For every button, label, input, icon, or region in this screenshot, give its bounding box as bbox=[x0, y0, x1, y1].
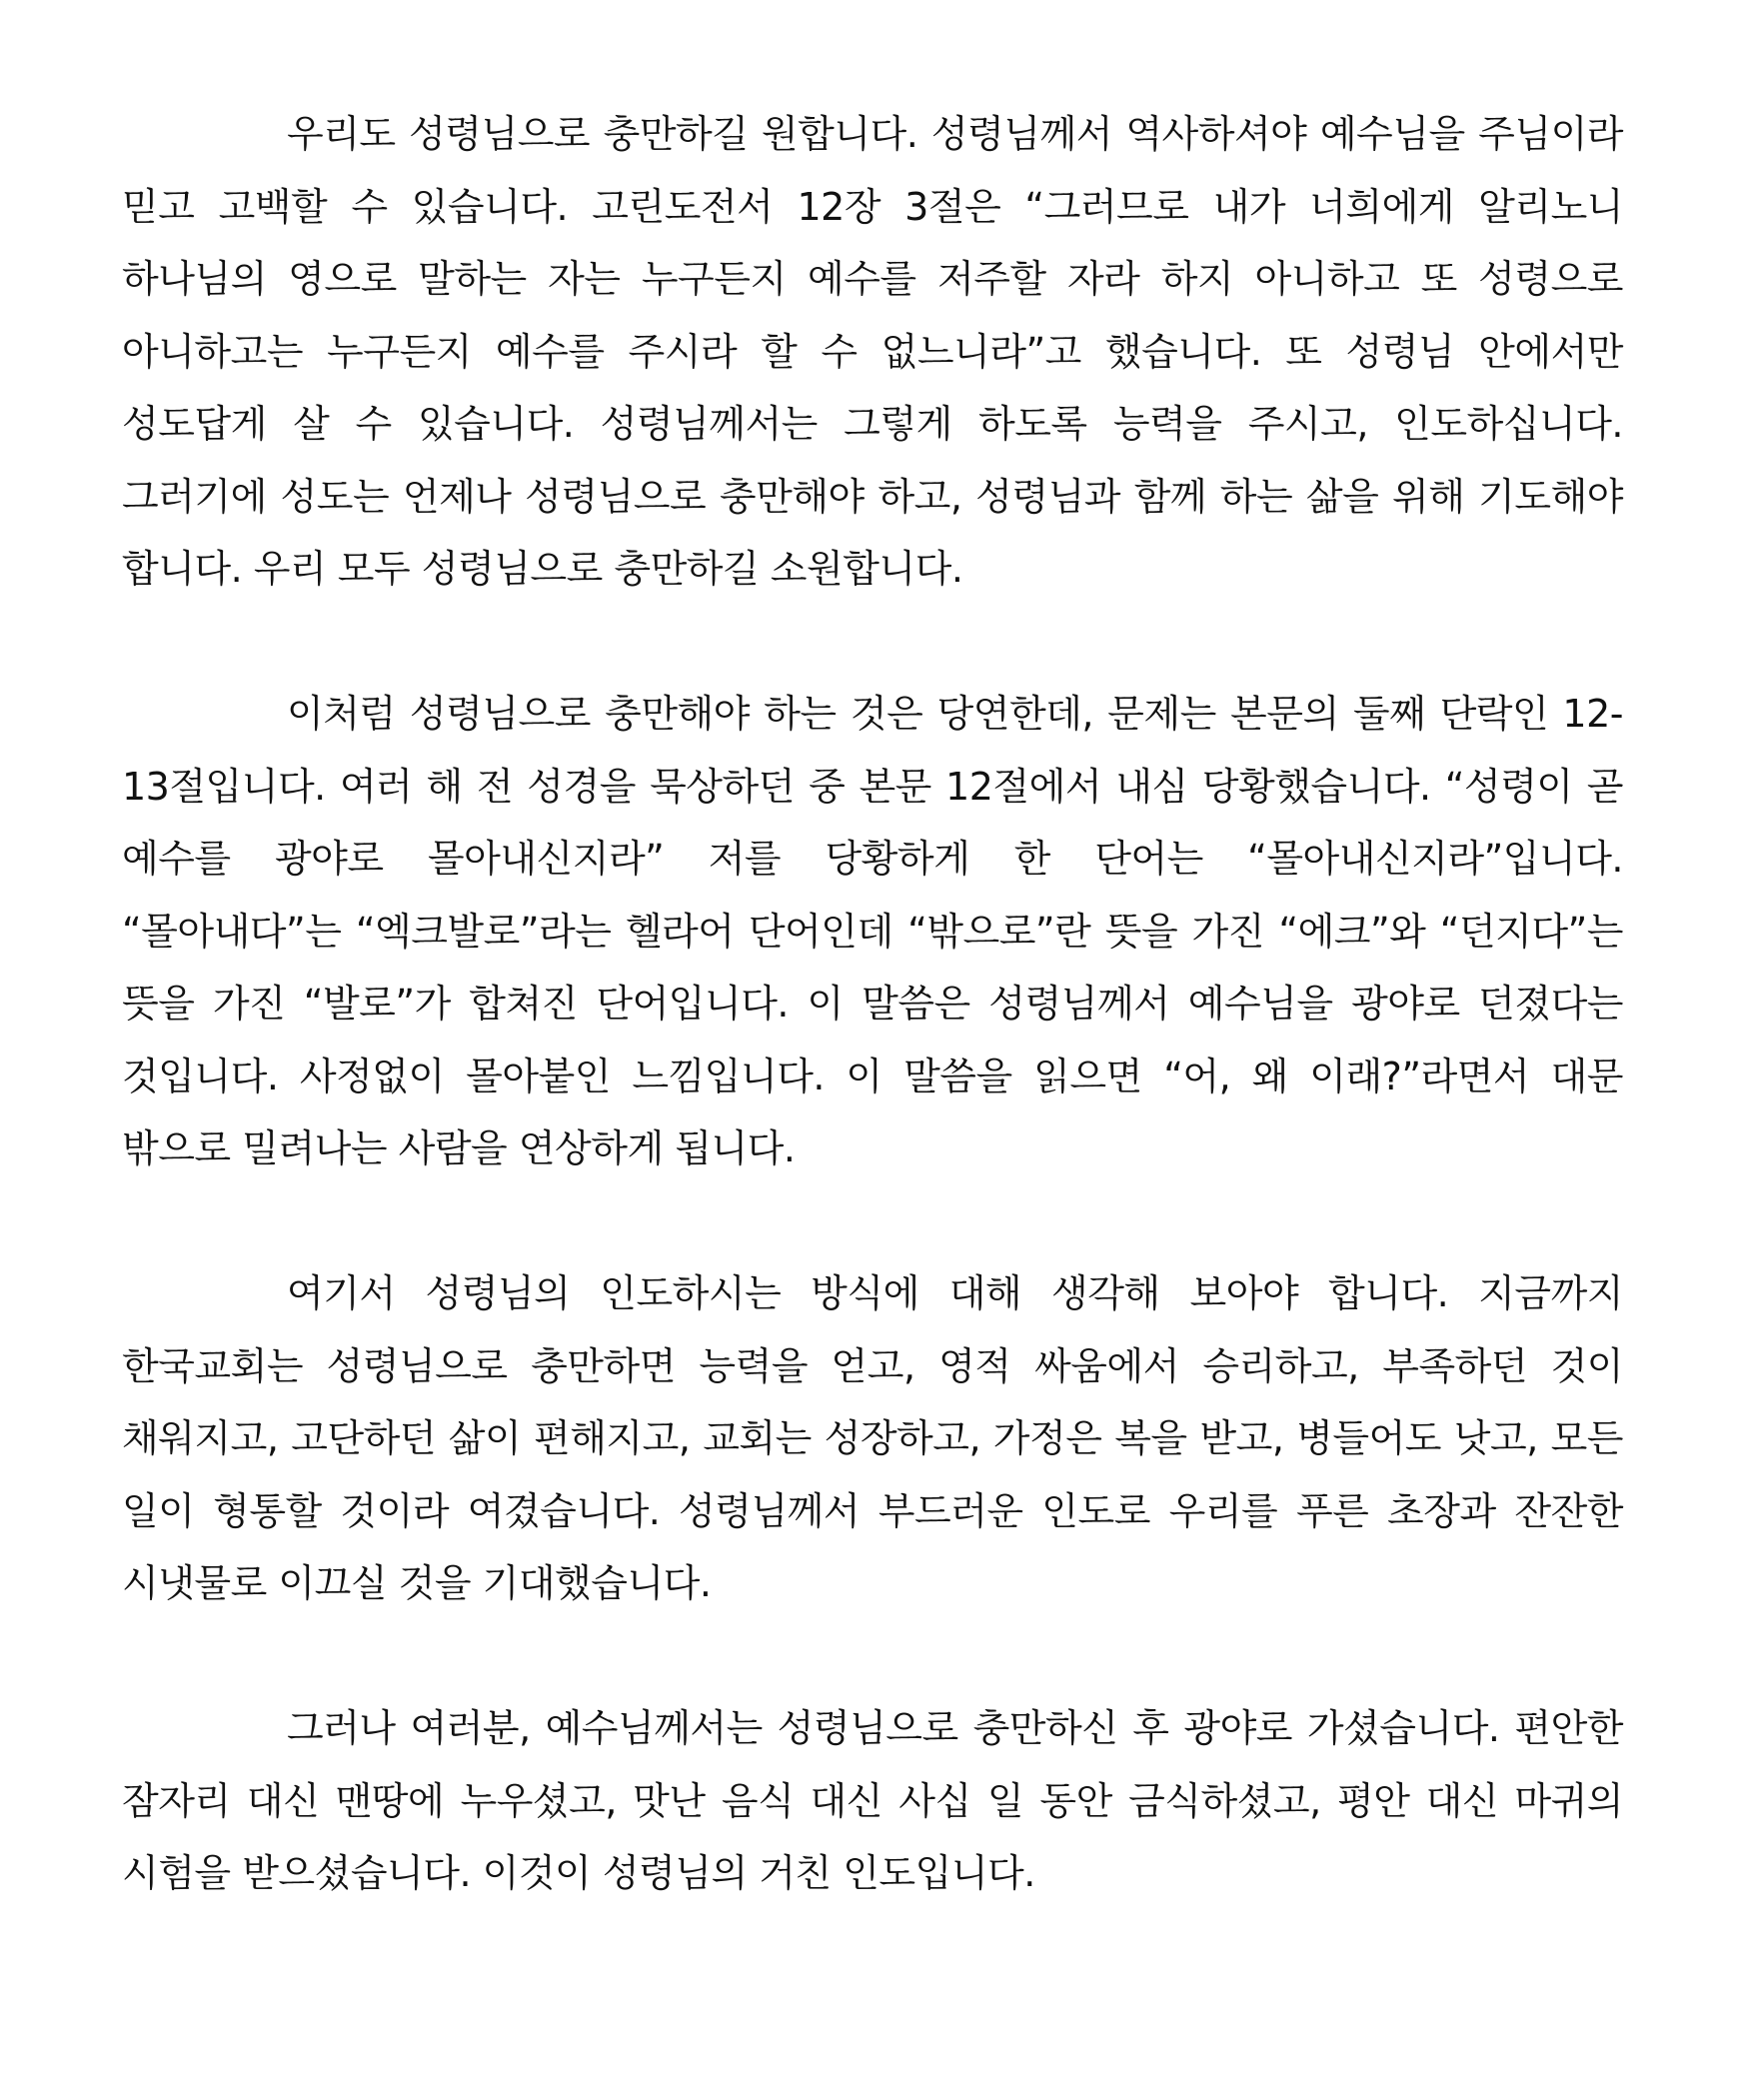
paragraph-3: 여기서 성령님의 인도하시는 방식에 대해 생각해 보아야 합니다. 지금까지 한국교회는 성령님으로 충만하면 능력을 얻고, 영적 싸움에서 승리하고, 부족하던 것이 채워지고, 고단하던 삶이 편해지고, 교회는 성장하고, 가정은 복을 받고, 병들어도 낫고, 모든 일이 형통할 것이라 여겼습니다. 성령님께서 부드러운 인도로 우리를 푸른 초장과 잔잔한 시냇물로 이끄실 것을 기대했습니다. bbox=[122, 1271, 1623, 1605]
paragraph-2: 이처럼 성령님으로 충만해야 하는 것은 당연한데, 문제는 본문의 둘째 단락인 12-13절입니다. 여러 해 전 성경을 묵상하던 중 본문 12절에서 내심 당황했습니다. “성령이 곧 예수를 광야로 몰아내신지라” 저를 당황하게 한 단어는 “몰아내신지라”입니다. “몰아내다”는 “엑크발로”라는 헬라어 단어인데 “밖으로”란 뜻을 가진 “에크”와 “던지다”는 뜻을 가진 “발로”가 합쳐진 단어입니다. 이 말씀은 성령님께서 예수님을 광야로 던졌다는 것입니다. 사정없이 몰아붙인 느낌입니다. 이 말씀을 읽으면 “어, 왜 이래?”라면서 대문 밖으로 밀려나는 사람을 연상하게 됩니다. bbox=[122, 692, 1623, 1170]
paragraph-4: 그러나 여러분, 예수님께서는 성령님으로 충만하신 후 광야로 가셨습니다. 편안한 잠자리 대신 맨땅에 누우셨고, 맛난 음식 대신 사십 일 동안 금식하셨고, 평안 대신 마귀의 시험을 받으셨습니다. 이것이 성령님의 거친 인도입니다. bbox=[122, 1706, 1623, 1895]
document-page bbox=[122, 98, 1623, 1910]
paragraph-1: 우리도 성령님으로 충만하길 원합니다. 성령님께서 역사하셔야 예수님을 주님이라 믿고 고백할 수 있습니다. 고린도전서 12장 3절은 “그러므로 내가 너희에게 알리노니 하나님의 영으로 말하는 자는 누구든지 예수를 저주할 자라 하지 아니하고 또 성령으로 아니하고는 누구든지 예수를 주시라 할 수 없느니라”고 했습니다. 또 성령님 안에서만 성도답게 살 수 있습니다. 성령님께서는 그렇게 하도록 능력을 주시고, 인도하십니다. 그러기에 성도는 언제나 성령님으로 충만해야 하고, 성령님과 함께 하는 삶을 위해 기도해야 합니다. 우리 모두 성령님으로 충만하길 소원합니다. bbox=[122, 112, 1623, 591]
